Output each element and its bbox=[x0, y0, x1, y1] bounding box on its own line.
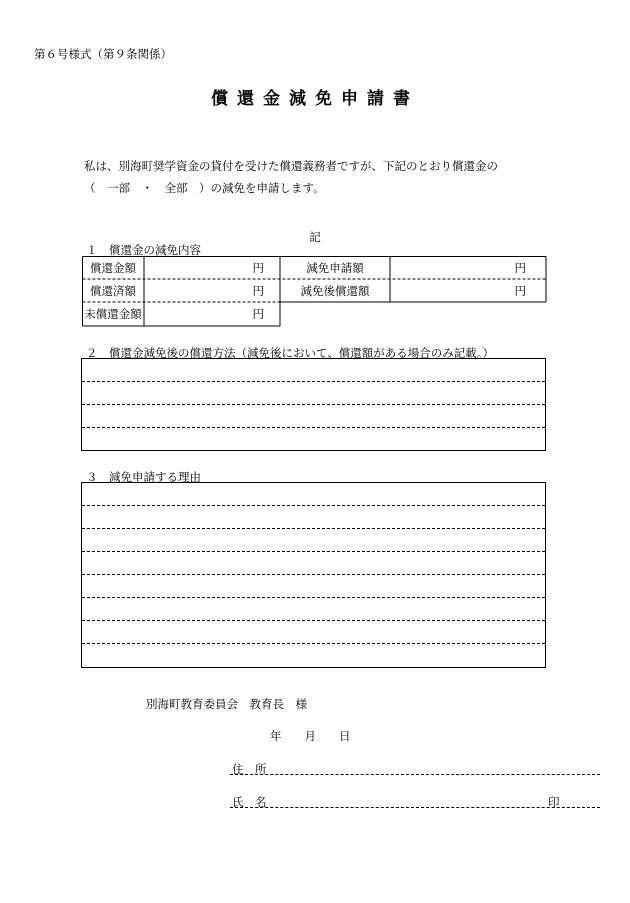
label-unrepaid-amount: 未償還金額 bbox=[84, 307, 142, 321]
address-label: 住 所 bbox=[232, 762, 267, 776]
writing-line bbox=[82, 404, 545, 405]
amount-table bbox=[82, 256, 546, 326]
label-repayment-amount: 償還金額 bbox=[90, 261, 136, 275]
unit-repaid-amount: 円 bbox=[252, 284, 264, 298]
ki-label: 記 bbox=[309, 230, 321, 244]
unit-unrepaid-amount: 円 bbox=[252, 307, 264, 321]
section-3-heading: ３ 減免申請する理由 bbox=[86, 470, 201, 484]
name-label: 氏 名 bbox=[232, 795, 267, 809]
unit-post-reduction-repayment: 円 bbox=[514, 284, 526, 298]
writing-line bbox=[82, 551, 545, 552]
writing-line bbox=[82, 505, 545, 506]
repayment-method-box[interactable] bbox=[81, 358, 546, 451]
unit-reduction-requested: 円 bbox=[514, 261, 526, 275]
address-field[interactable] bbox=[230, 774, 600, 775]
writing-line bbox=[82, 381, 545, 382]
writing-line bbox=[82, 528, 545, 529]
section-1-heading: １ 償還金の減免内容 bbox=[86, 243, 201, 257]
label-reduction-requested: 減免申請額 bbox=[306, 261, 364, 275]
label-post-reduction-repayment: 減免後償還額 bbox=[300, 284, 370, 298]
form-number: 第６号様式（第９条関係） bbox=[34, 47, 172, 61]
unit-repayment-amount: 円 bbox=[252, 261, 264, 275]
writing-line bbox=[82, 643, 545, 644]
writing-line bbox=[82, 597, 545, 598]
statement-line-2: （ 一部 ・ 全部 ）の減免を申請します。 bbox=[84, 181, 325, 195]
document-title: 償還金減免申請書 bbox=[211, 89, 419, 109]
date-line: 年 月 日 bbox=[270, 729, 351, 743]
writing-line bbox=[82, 574, 545, 575]
section-2-heading: ２ 償還金減免後の償還方法（減免後において、償還額がある場合のみ記載。） bbox=[86, 346, 495, 360]
writing-line bbox=[82, 620, 545, 621]
statement-line-1: 私は、別海町奨学資金の貸付を受けた償還義務者ですが、下記のとおり償還金の bbox=[84, 159, 498, 173]
seal-mark: 印 bbox=[548, 795, 560, 809]
reason-box[interactable] bbox=[81, 482, 546, 668]
label-repaid-amount: 償還済額 bbox=[90, 284, 136, 298]
name-field[interactable] bbox=[230, 807, 600, 808]
writing-line bbox=[82, 427, 545, 428]
addressee: 別海町教育委員会 教育長 様 bbox=[146, 697, 307, 711]
